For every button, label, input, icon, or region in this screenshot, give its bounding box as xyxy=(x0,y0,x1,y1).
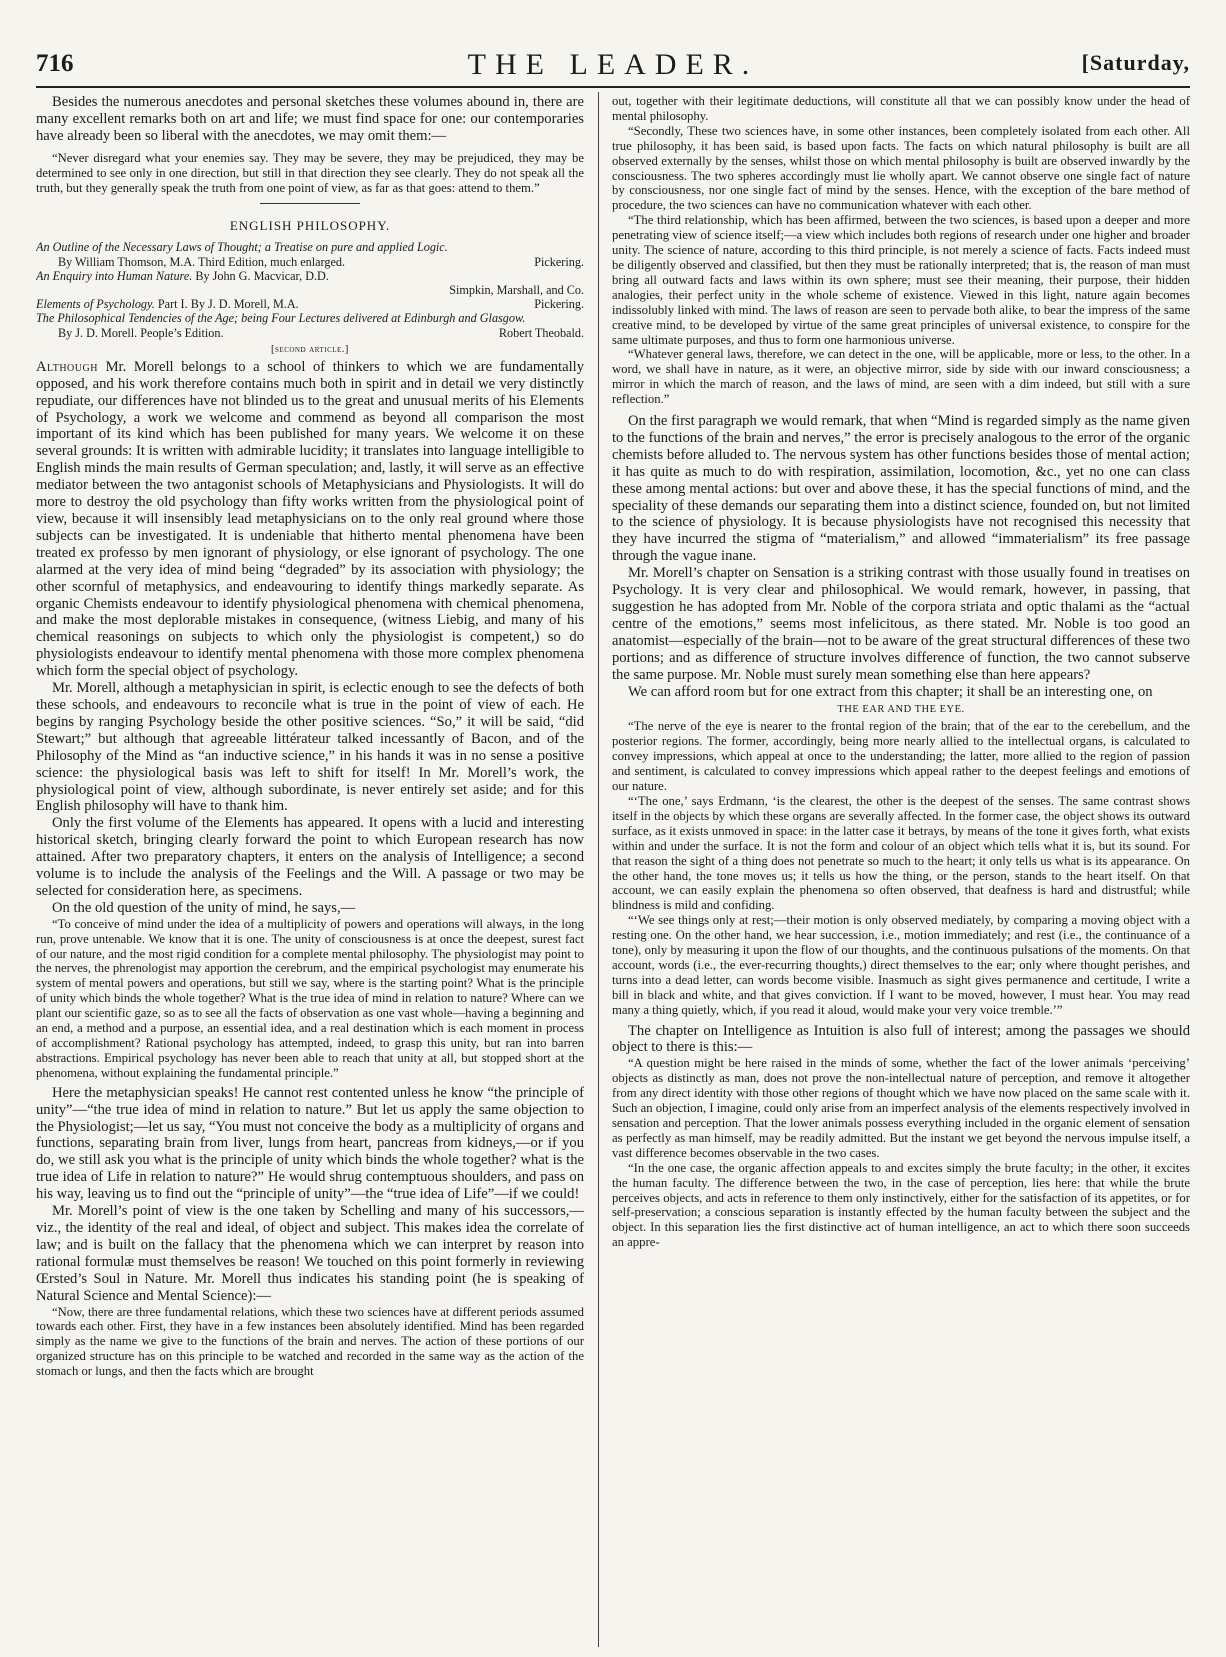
article-tag: [second article.] xyxy=(271,343,349,355)
left-column xyxy=(36,94,584,1644)
book-title: Elements of Psychology. xyxy=(36,297,155,312)
quote-enemies: “Never disregard what your enemies say. They may be severe, they may be prejudiced, they may be determined to see only in one direction, but still in that direction they see clearly. They do not speak all the truth, but they generally speak the truth from one point of view, as far as that goes: attend to them.” xyxy=(36,150,584,195)
article-paragraph: On the first paragraph we would remark, that when “Mind is regarded simply as the name given to the functions of the brain and nerves,” the error is precisely analogous to the error of the organic chemists before alluded to. The nervous system has other functions besides those of mental action; it has quite as much to do with respiration, assimilation, locomotion, &c., yet no one can class these among mental actions: but over and above these, it has the special functions of mind, and the speciality of these demands our separating them into a distinct science, founded on, but not limited to the science of physiology. It is because physiologists have not recognised this necessity that they have incurred the stigma of “materialism,” and allowed “immaterialism” its free passage through the vague inane. xyxy=(612,413,1190,565)
book-entry xyxy=(36,269,584,297)
newspaper-title: THE LEADER. xyxy=(467,48,759,81)
book-entry xyxy=(36,240,584,268)
article-paragraph: We can afford room but for one extract from this chapter; it shall be an interesting one, on xyxy=(628,683,1153,700)
subsection-heading: THE EAR AND THE EYE. xyxy=(837,704,965,716)
book-author: By J. D. Morell. People’s Edition. xyxy=(58,325,224,340)
quote-paragraph: “The nerve of the eye is nearer to the frontal region of the brain; that of the ear to the cerebellum, and the posterior regions. The former, accordingly, being more nearly allied to the intellectual organs, is calculated to convey impressions, which appeal at once to the understanding; the latter, more allied to the region of passion and sentiment, is calculated to convey impressions which appeal rather to the deepest feelings and emotions of our nature. xyxy=(612,719,1190,794)
header-rule xyxy=(36,86,1190,88)
quote-paragraph: “‘The one,’ says Erdmann, ‘is the clearest, the other is the deepest of the senses. The same contrast shows itself in the objects by which these organs are severally affected. In the former case, the object shows its outward surface, as it exists unmoved in space: in the latter case it betrays, by means of the tone it gives forth, what exists within and under the surface. It is not the form and colour of an object which tells what it is, but its sound. For that reason the sight of a thing does not penetrate so much to the heart; it only tells us what is its appearance. On the other hand, the tone moves us; it tells us how the thing, or the person, stands to the heart itself. On that account, we can easily explain the phenomena so often observed, that deafness is hard and distrustful; while blindness is mild and confiding. xyxy=(612,793,1190,913)
book-list xyxy=(36,240,584,339)
intro-paragraph: Besides the numerous anecdotes and personal sketches these volumes abound in, there are many excellent remarks both on art and life; we must find space for one: our contemporaries have already been so liberal with the anecdotes, we may omit them:— xyxy=(36,94,584,144)
right-column xyxy=(612,94,1190,1644)
quote-paragraph: “A question might be here raised in the minds of some, whether the fact of the lower animals ‘perceiving’ objects as distinctly as man, does not prove the non-intellectual nature of perception, and remove it altogether from any direct identity with those other regions of thought which we have now placed on the same scale with it. Such an objection, I imagine, could only arise from an imperfect analysis of the elements respectively involved in sensation and perception. That the lower animals possess everything included in the organic element of sensation as perfectly as man himself, may be readily admitted. But the instant we get beyond the nervous impulse itself, a vast difference becomes observable in the two cases. xyxy=(612,1056,1190,1160)
book-author: By William Thomson, M.A. Third Edition, much enlarged. xyxy=(58,254,346,269)
article-paragraph: Although Mr. Morell belongs to a school of thinkers to which we are fundamentally opposed, and his work therefore contains much both in spirit and in detail we very distinctly repudiate, our differences have not blinded us to the great and unusual merits of his Elements of Psychology, a work we welcome and commend as beyond all comparison the most important of its kind which has been published for many years. We welcome it on these several grounds: It is written with admirable lucidity; it translates into language intelligible to English minds the main results of German speculation; and, lastly, it will serve as an effective mediator between the two antagonist schools of Metaphysicians and Physiologists. It will do more to destroy the old psychology than fifty works written from the physiological point of view, because it will insensibly lead metaphysicians on to the only real ground where those subjects can be investigated. It is undeniable that hitherto mental phenomena have been treated ex professo by men ignorant of physiology, or else ignorant of psychology. The one alarmed at the very idea of mind being “degraded” by its association with physiology; the other scornful of metaphysics, and endeavouring to identify things markedly separate. As organic Chemists endeavour to identify physiological phenomena with chemical phenomena, and make the most deplorable mistakes in consequence, (witness Liebig, and many of his chemical reasonings on subjects to which only the physiologist is competent,) so do physiologists endeavour to identify mental phenomena with those more complex phenomena which form the special object of psychology. xyxy=(36,358,584,680)
book-publisher: Pickering. xyxy=(534,297,584,312)
quote-paragraph: “In the one case, the organic affection appeals to and excites simply the brute faculty; in the other, it excites the human faculty. The difference between the two, in the case of perception, lies here: that while the brute perceives objects, and acts in reference to them only instinctively, either for the satisfaction of its appetites, or for self-preservation; a conscious separation is instantly effected by the human faculty between the subject and the object. In this separation lies the first distinctive act of human intelligence, an act to which there soon succeeds an appre- xyxy=(612,1160,1190,1250)
article-paragraph: Mr. Morell’s point of view is the one taken by Schelling and many of his successors,—viz., the identity of the real and ideal, of object and subject. This makes idea the correlate of law; and is built on the fallacy that the phenomena which we can interpret by reason into rational formulæ must themselves be reason! We touched on this point formerly in reviewing Œrsted’s Soul in Nature. Mr. Morell thus indicates his standing point (he is speaking of Natural Science and Mental Science):— xyxy=(36,1203,584,1304)
masthead xyxy=(36,42,1190,82)
article-paragraph: Mr. Morell’s chapter on Sensation is a striking contrast with those usually found in treatises on Psychology. It is very clear and philosophical. We would remark, however, in passing, that suggestion he has adopted from Mr. Noble of the corpora striata and optic thalami as the “actual centre of the emotions,” seems most infelicitous, as there stated. Mr. Noble is too good an anatomist—especially of the brain—not to be aware of the great structural differences of these two portions; and as difference of structure involves difference of function, the two cannot subserve the same purpose. Mr. Noble must surely mean something else than here appears? xyxy=(612,565,1190,683)
book-entry xyxy=(36,297,584,311)
book-publisher: Pickering. xyxy=(534,254,584,269)
section-rule xyxy=(260,203,360,204)
page-number: 716 xyxy=(36,50,74,77)
quote-paragraph: “Whatever general laws, therefore, we can detect in the one, will be applicable, more or less, to the other. In a word, we shall have in nature, as it were, an objective mirror, side by side with our inward consciousness; a mirror in which the march of reason, and the laws of mind, are seen with a dim indeed, but still with a sure reflection.” xyxy=(612,347,1190,407)
book-entry xyxy=(36,311,584,339)
book-author: Part I. By J. D. Morell, M.A. xyxy=(157,297,299,312)
book-title: The Philosophical Tendencies of the Age; being Four Lectures delivered at Edinburgh and Glasgow. xyxy=(36,311,526,326)
quote-paragraph: “‘We see things only at rest;—their motion is only observed mediately, by comparing a moving object with a resting one. On the other hand, we hear succession, i.e., motion immediately; and rest (i.e., the continuance of a tone), only by measuring it upon the flow of our thoughts, and the continuous pulsations of the moments. On that account, words (i.e., the ever-recurring thoughts,) direct themselves to the ear; only where thought perishes, and turns into a dead letter, can words become visible. Inasmuch as sight gives permanence and certitude, I write a bill in black and white, and that gives conviction. If I want to be moved, however, I must hear. You may read many a thing quietly, which, if you read it aloud, would make your very voice tremble.’” xyxy=(612,913,1190,1017)
book-publisher: Simpkin, Marshall, and Co. xyxy=(449,283,584,298)
section-title: ENGLISH PHILOSOPHY. xyxy=(229,218,391,234)
column-divider xyxy=(598,92,599,1647)
book-author: By John G. Macvicar, D.D. xyxy=(195,268,329,283)
article-paragraph: Mr. Morell, although a metaphysician in spirit, is eclectic enough to see the defects of both these schools, and endeavours to reconcile what is true in the point of view of each. He begins by ranging Psychology beside the other positive sciences. “So,” it will be said, “did Stewart;” but although that agreeable littérateur talked incessantly of Bacon, and of the Philosophy of the Mind as “an inductive science,” in his hands it was in no sense a positive science: the physiological basis was left to shift for itself! In Mr. Morell’s work, the physiological point of view, although subordinate, is never entirely set aside; and for this English philosophy will have to thank him. xyxy=(36,680,584,815)
article-paragraph: Only the first volume of the Elements has appeared. It opens with a lucid and interesting historical sketch, bringing clearly forward the point to which European research has now attained. After two preparatory chapters, it enters on the analysis of Intelligence; a second volume is to include the analysis of the Feelings and the Will. A passage or two may be selected for consideration here, as specimens. xyxy=(36,815,584,899)
quote-unity: “To conceive of mind under the idea of a multiplicity of powers and operations will always, in the long run, prove untenable. We know that it is one. The unity of consciousness is at once the deepest, surest fact of our nature, and the most rigid condition for a complete mental philosophy. The physiologist may point to the nerves, the phrenologist may apportion the cerebrum, and the empirical psychologist may enumerate his system of mental powers and operations, but still we say, where is the starting point? What is the principle of unity which binds the whole together? What is the true idea of mind in relation to nature? Where can we plant our scientific gaze, so as to see all the facts of observation as one vast whole—having a beginning and an end, a method and a purpose, an essential idea, and a real destination which is each moment in process of accomplishment? Rational psychology has attempted, indeed, to grasp this unity, but ran into barren abstractions. Empirical psychology has never been able to reach that unity at all, but stopped short at the phenomena, without explaining the fundamental principle.” xyxy=(36,916,584,1080)
quote-paragraph: “The third relationship, which has been affirmed, between the two sciences, is based upon a deeper and more penetrating view of science itself;—a view which includes both regions of research under one higher and broader unity. The science of nature, according to this third principle, is not merely a science of facts. Facts indeed must be diligently observed and classified, but then they must be rationally interpreted; that is, the reason of man must bring all outward facts and laws within its own sphere; must see their meaning, their purpose, their hidden analogies, their perfect unity in the whole scheme of existence. Viewed in this light, nature again becomes indissolubly linked with mind. The laws of reason are seen to pervade both alike, to bear the impress of the same creative mind, to be developed by virtue of the same great principles of universal existence, to conspire for the same ultimate purposes, and thus to form one harmonious universe. xyxy=(612,213,1190,347)
drop-word: Although xyxy=(36,358,98,375)
quote-continued: out, together with their legitimate deductions, will constitute all that we can possibly know under the head of mental philosophy. xyxy=(612,94,1190,123)
quote-paragraph: “Secondly, These two sciences have, in some other instances, been completely isolated from each other. All true philosophy, it has been said, is based upon facts. The facts on which natural philosophy is built are all observed externally by the senses, whilst those on which mental philosophy is built are observed inwardly by the consciousness. The two spheres accordingly must lie wholly apart. We cannot observe one single fact of nature by consciousness, nor one single fact of mind by the senses. Hence, with the exception of the bare method of procedure, the two sciences can have no communication whatever with each other. xyxy=(612,123,1190,213)
article-paragraph: Here the metaphysician speaks! He cannot rest contented unless he know “the principle of unity”—“the true idea of mind in relation to nature.” But let us apply the same objection to the Physiologist;—let us say, “You must not conceive the body as a multiplicity of organs and functions, separating brain from liver, lungs from heart, pancreas from kidneys,—or if you do, we still ask you what is the principle of unity which binds the whole together? what is the true idea of Life in relation to nature?” He would shrug contemptuous shoulders, and pass on his way, leaving us to find out the “principle of unity”—the “true idea of Life”—if we could! xyxy=(36,1084,584,1203)
article-paragraph: On the old question of the unity of mind, he says,— xyxy=(52,899,356,916)
quote-relations: “Now, there are three fundamental relations, which these two sciences have at different periods assumed towards each other. First, they have in a few instances been absolutely identified. Mind has been regarded simply as the name we give to the functions of the brain and nerves. The action of these portions of our organized structure has on this principle to be watched and recorded in the same way as the action of the stomach or lungs, and then the facts which are brought xyxy=(36,1304,584,1379)
book-publisher: Robert Theobald. xyxy=(498,325,584,340)
book-title: An Outline of the Necessary Laws of Thought; a Treatise on pure and applied Logic. xyxy=(36,240,448,255)
article-paragraph: The chapter on Intelligence as Intuition is also full of interest; among the passages we should object to there is this:— xyxy=(612,1022,1190,1056)
book-title: An Enquiry into Human Nature. xyxy=(36,268,193,283)
issue-day: [Saturday, xyxy=(1081,50,1190,75)
